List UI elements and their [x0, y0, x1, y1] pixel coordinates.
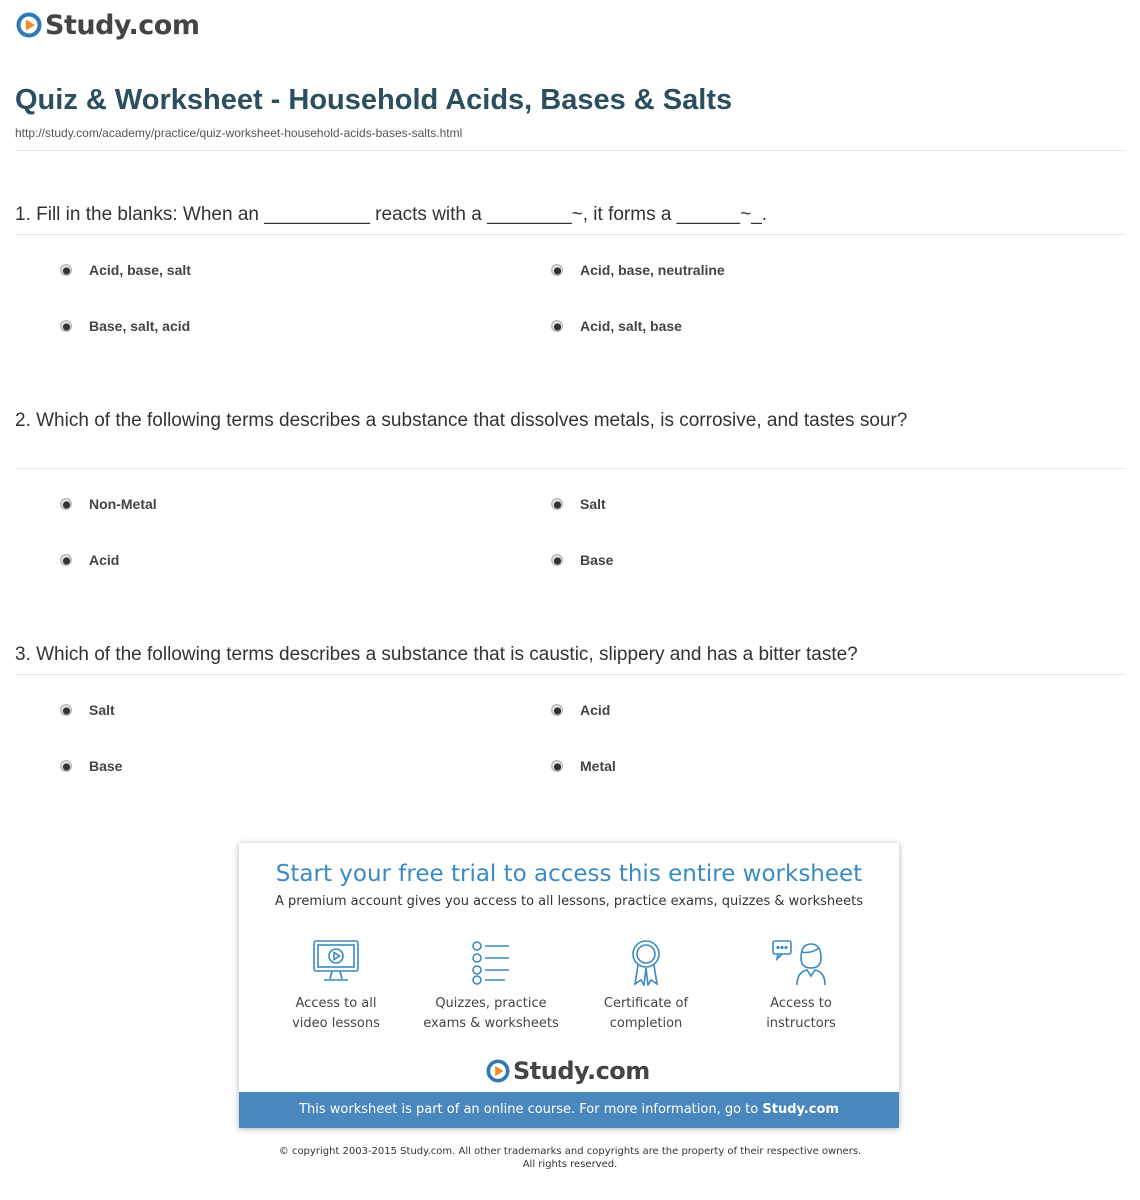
radio-button[interactable] [551, 704, 563, 716]
question-3-option-c[interactable] [60, 758, 122, 774]
option-label: Acid, base, salt [89, 262, 191, 278]
radio-button[interactable] [60, 704, 72, 716]
option-label: Salt [580, 496, 606, 512]
radio-button[interactable] [60, 498, 72, 510]
question-2-option-c[interactable] [60, 552, 119, 568]
study-logo-icon [486, 1059, 510, 1083]
radio-button[interactable] [551, 760, 563, 772]
feature-label: Access to all video lessons [292, 996, 380, 1031]
question-2-option-b[interactable] [551, 496, 606, 512]
page-url: http://study.com/academy/practice/quiz-worksheet-household-acids-bases-salts.html [15, 126, 463, 140]
study-logo-text: Study.com [45, 9, 200, 41]
divider [15, 150, 1125, 151]
rights-line: All rights reserved. [522, 1159, 618, 1170]
study-link[interactable]: Study.com [762, 1102, 839, 1117]
option-label: Acid [89, 552, 120, 568]
divider [15, 674, 1125, 675]
option-label: Metal [580, 758, 616, 774]
promo-subheading: A premium account gives you access to all lessons, practice exams, quizzes & worksheets [275, 894, 863, 909]
divider [15, 234, 1125, 235]
feature-label: Certificate of completion [603, 996, 689, 1031]
study-logo-text: Study.com [513, 1057, 650, 1085]
option-label: Non-Metal [89, 496, 157, 512]
option-label: Acid, salt, base [580, 318, 682, 334]
divider [15, 468, 1125, 469]
feature-quizzes [416, 938, 566, 1034]
promo-heading[interactable]: Start your free trial to access this entire worksheet [275, 861, 863, 887]
option-label: Acid, base, neutraline [580, 262, 725, 278]
question-1-text: 1. Fill in the blanks: When an __________ reacts with a ________~, it forms a ______~_. [15, 204, 768, 225]
course-info-text: This worksheet is part of an online course. For more information, go to [299, 1102, 759, 1117]
option-label: Base [89, 758, 123, 774]
copyright-footer [0, 1145, 1140, 1171]
question-1-option-d[interactable] [551, 318, 682, 334]
question-1-option-c[interactable] [60, 318, 190, 334]
radio-button[interactable] [60, 320, 72, 332]
option-label: Salt [89, 702, 115, 718]
option-label: Base, salt, acid [89, 318, 191, 334]
question-1-option-b[interactable] [551, 262, 725, 278]
radio-button[interactable] [60, 554, 72, 566]
feature-label: Quizzes, practice exams & worksheets [423, 996, 559, 1031]
question-3-text: 3. Which of the following terms describes a substance that is caustic, slippery and has a bitter taste? [15, 644, 858, 665]
page-title: Quiz & Worksheet - Household Acids, Bases & Salts [15, 84, 733, 116]
video-monitor-icon [310, 938, 362, 986]
radio-button[interactable] [551, 264, 563, 276]
study-logo-icon [16, 12, 42, 38]
copyright-line: © copyright 2003-2015 Study.com. All other trademarks and copyrights are the property of their respective owners. [278, 1146, 862, 1157]
question-3-option-d[interactable] [551, 758, 616, 774]
option-label: Acid [580, 702, 611, 718]
question-3-option-b[interactable] [551, 702, 610, 718]
feature-instructors [726, 938, 876, 1034]
question-1-option-a[interactable] [60, 262, 191, 278]
feature-certificate [571, 938, 721, 1034]
instructor-chat-icon [771, 938, 831, 986]
feature-label: Access to instructors [766, 996, 836, 1031]
feature-video-lessons [261, 938, 411, 1034]
question-3-option-a[interactable] [60, 702, 115, 718]
radio-button[interactable] [60, 760, 72, 772]
study-logo[interactable] [486, 1056, 650, 1086]
radio-button[interactable] [551, 554, 563, 566]
study-logo[interactable] [16, 9, 199, 41]
certificate-ribbon-icon [620, 938, 672, 986]
free-trial-promo [239, 843, 899, 1128]
question-2-text: 2. Which of the following terms describes a substance that dissolves metals, is corrosive, and tastes sour? [15, 410, 908, 431]
question-2-option-a[interactable] [60, 496, 157, 512]
course-info-bar [239, 1092, 899, 1128]
question-2-option-d[interactable] [551, 552, 613, 568]
radio-button[interactable] [551, 320, 563, 332]
option-label: Base [580, 552, 614, 568]
checklist-icon [465, 938, 517, 986]
radio-button[interactable] [551, 498, 563, 510]
radio-button[interactable] [60, 264, 72, 276]
